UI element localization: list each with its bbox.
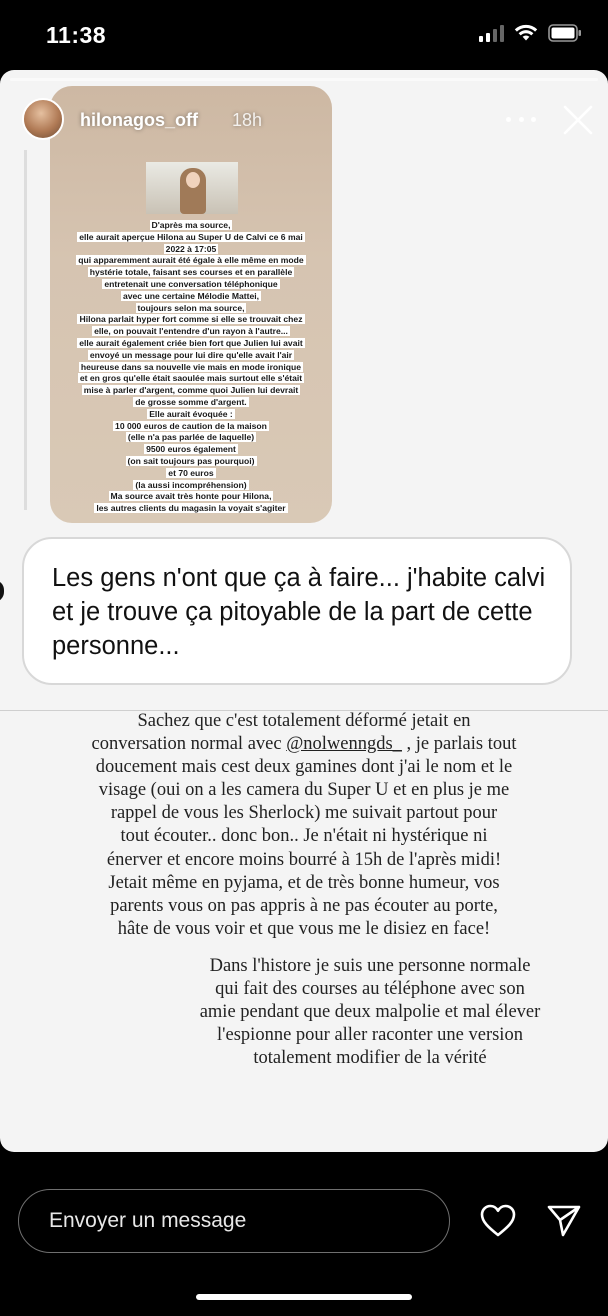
reply-line: rappel de vous les Sherlock) me suivait partout pour xyxy=(110,803,498,824)
reply-line: qui fait des courses au téléphone avec son xyxy=(215,979,525,1000)
story-header xyxy=(0,70,608,170)
repost-line xyxy=(50,468,332,480)
comment-sticker xyxy=(22,537,572,685)
repost-line xyxy=(50,326,332,338)
repost-edge xyxy=(24,150,27,510)
repost-line-text: 10 000 euros de caution de la maison xyxy=(115,420,267,431)
repost-line xyxy=(50,244,332,256)
repost-line xyxy=(50,291,332,303)
repost-line-text: de grosse somme d'argent. xyxy=(135,396,247,407)
repost-line xyxy=(50,350,332,362)
bottom-bar xyxy=(0,1152,608,1316)
avatar[interactable] xyxy=(22,98,64,140)
repost-line-text: 2022 à 17:05 xyxy=(165,243,217,254)
signal-icon xyxy=(479,24,504,42)
reply-paragraph-1 xyxy=(30,710,578,941)
repost-line-text: D'après ma source, xyxy=(151,220,231,230)
repost-line xyxy=(50,362,332,374)
repost-line xyxy=(50,267,332,279)
repost-line xyxy=(50,444,332,456)
repost-line xyxy=(50,338,332,350)
repost-line-text: elle aurait également criée bien fort que Julien lui avait xyxy=(79,337,303,348)
repost-line xyxy=(50,397,332,409)
reply-line-text: conversation normal avec xyxy=(91,734,287,755)
repost-line xyxy=(50,480,332,492)
more-options-icon[interactable] xyxy=(506,108,536,130)
repost-line-text: envoyé un message pour lui dire qu'elle avait l'air xyxy=(89,349,293,360)
battery-icon xyxy=(548,24,582,42)
reply-line: totalement modifier de la vérité xyxy=(253,1048,487,1069)
reply-paragraph-2 xyxy=(150,955,590,1070)
message-input[interactable] xyxy=(18,1189,450,1253)
repost-line-text: entretenait une conversation téléphonique xyxy=(104,278,278,289)
repost-line-text: (on sait toujours pas pourquoi) xyxy=(127,455,255,466)
repost-line-text: mise à parler d'argent, comme quoi Julien lui devrait xyxy=(83,385,299,396)
reply-line: hâte de vous voir et que vous me le disiez en face! xyxy=(117,918,491,939)
reply-line: Dans l'histore je suis une personne normale xyxy=(209,956,531,976)
repost-text xyxy=(50,220,332,515)
repost-line xyxy=(50,220,332,232)
repost-line-text: qui apparemment aurait été égale à elle même en mode xyxy=(78,255,304,266)
wifi-icon xyxy=(514,24,538,42)
close-icon[interactable] xyxy=(562,104,594,136)
repost-line xyxy=(50,456,332,468)
repost-line-text: toujours selon ma source, xyxy=(137,302,245,313)
repost-line-text: Hilona parlait hyper fort comme si elle se trouvait chez xyxy=(79,314,303,325)
reply-line: parents vous on pas appris à ne pas écouter au porte, xyxy=(110,895,498,916)
repost-line xyxy=(50,385,332,397)
username[interactable]: hilonagos_off xyxy=(80,110,198,130)
repost-line-text: 9500 euros également xyxy=(146,444,236,455)
send-icon[interactable] xyxy=(546,1202,582,1238)
repost-line xyxy=(50,373,332,385)
status-icons xyxy=(479,24,582,42)
repost-line-text: et en gros qu'elle était saoulée mais surtout elle s'était xyxy=(79,373,303,384)
timestamp: 18h xyxy=(232,110,263,130)
heart-icon[interactable] xyxy=(480,1204,516,1238)
repost-line-text: Ma source avait très honte pour Hilona, xyxy=(110,491,272,502)
repost-line-text: (elle n'a pas parlée de laquelle) xyxy=(127,432,255,443)
story-canvas[interactable] xyxy=(0,70,608,1152)
repost-line-text: les autres clients du magasin la voyait s'agiter xyxy=(96,503,286,514)
repost-line-text: et 70 euros xyxy=(168,467,214,478)
repost-line xyxy=(50,421,332,433)
repost-line xyxy=(50,432,332,444)
repost-line-text: Elle aurait évoquée : xyxy=(149,408,233,419)
repost-line xyxy=(50,409,332,421)
reply-line: doucement mais cest deux gamines dont j'ai le nom et le xyxy=(95,757,513,778)
repost-line-text: elle, on pouvait l'entendre d'un rayon à l'autre... xyxy=(94,326,288,337)
repost-line xyxy=(50,255,332,267)
repost-line-text: hystérie totale, faisant ses courses et en parallèle xyxy=(89,267,293,278)
repost-line-text: heureuse dans sa nouvelle vie mais en mode ironique xyxy=(80,361,302,372)
reply-line: l'espionne pour aller raconter une version xyxy=(217,1025,523,1046)
reply-line: tout écouter.. donc bon.. Je n'était ni hystérique ni xyxy=(120,826,488,847)
reply-line: Sachez que c'est totalement déformé jetait en xyxy=(137,711,471,731)
repost-line-text: elle aurait aperçue Hilona au Super U de Calvi ce 6 mai xyxy=(79,231,303,242)
repost-line xyxy=(50,503,332,515)
repost-line xyxy=(50,232,332,244)
reply-line: visage (oui on a les camera du Super U et en plus je me xyxy=(98,780,510,801)
home-indicator xyxy=(196,1294,412,1300)
repost-line xyxy=(50,491,332,503)
status-bar xyxy=(0,0,608,70)
reply-line xyxy=(30,733,578,756)
reply-line: Jetait même en pyjama, et de très bonne humeur, vos xyxy=(108,872,500,893)
reply-line-text: , je parlais tout xyxy=(401,734,517,755)
status-time: 11:38 xyxy=(46,22,107,48)
reply-line: énerver et encore moins bourré à 15h de l'après midi! xyxy=(106,849,502,870)
repost-line-text: avec une certaine Mélodie Mattei, xyxy=(122,290,260,301)
repost-line-text: (la aussi incompréhension) xyxy=(135,479,247,490)
comment-text: Les gens n'ont que ça à faire... j'habite calvi et je trouve ça pitoyable de la part de cette personne... xyxy=(52,564,546,660)
mention-link[interactable]: @nolwenngds_ xyxy=(286,734,402,755)
reply-line: amie pendant que deux malpolie et mal élever xyxy=(199,1002,541,1023)
repost-line xyxy=(50,314,332,326)
repost-line xyxy=(50,303,332,315)
repost-line xyxy=(50,279,332,291)
